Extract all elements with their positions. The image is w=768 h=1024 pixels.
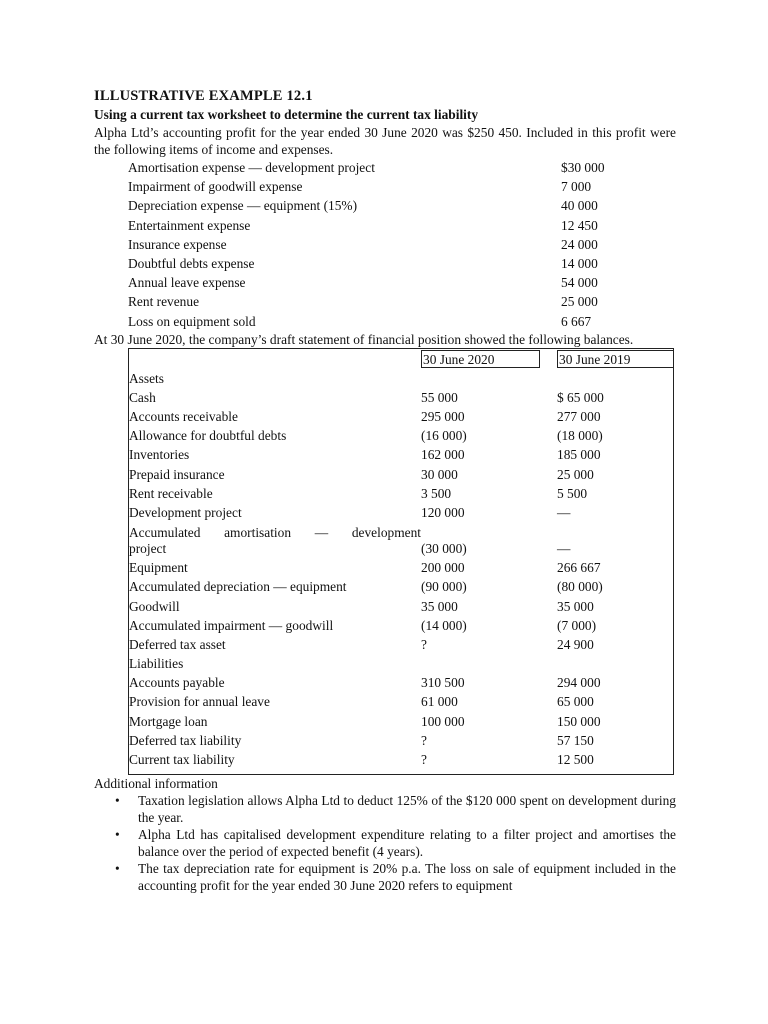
table-row: Goodwill 35 000 35 000 (129, 598, 594, 614)
bullet-icon: • (115, 792, 120, 808)
list-item: Doubtful debts expense 14 000 (128, 255, 598, 271)
table-row: Provision for annual leave 61 000 65 000 (129, 693, 594, 709)
table-row: Mortgage loan 100 000 150 000 (129, 713, 601, 729)
table-row: Rent receivable 3 500 5 500 (129, 485, 588, 501)
table-row: Accumulated depreciation — equipment (90 000) (80 000) (129, 578, 603, 594)
document-page (94, 86, 676, 894)
list-item: Entertainment expense 12 450 (128, 217, 598, 233)
additional-information-list (94, 792, 676, 894)
table-row: Deferred tax asset ? 24 900 (129, 636, 594, 652)
table-row: Development project 120 000 — (129, 504, 571, 520)
column-header-2020: 30 June 2020 (421, 350, 540, 368)
table-row: Accounts payable 310 500 294 000 (129, 674, 601, 690)
table-row: Accumulated amortisation — development (129, 524, 421, 540)
list-item: Insurance expense 24 000 (128, 236, 598, 252)
table-row: Liabilities (129, 655, 184, 671)
intro-paragraph: Alpha Ltd’s accounting profit for the year ended 30 June 2020 was $250 450. Included in this profit were the following items of income and expenses. (94, 125, 676, 157)
table-row: Cash 55 000 $ 65 000 (129, 389, 604, 405)
table-row: Equipment 200 000 266 667 (129, 559, 601, 575)
list-item: • The tax depreciation rate for equipment is 20% p.a. The loss on sale of equipment included in the accounting profit for the year ended 30 June 2020 refers to equipment (115, 860, 676, 893)
table-row: Allowance for doubtful debts (16 000) (18 000) (129, 427, 603, 443)
balances-intro: At 30 June 2020, the company’s draft statement of financial position showed the following balances. (94, 331, 634, 347)
income-expense-list (128, 158, 676, 331)
additional-information-heading: Additional information (94, 775, 218, 791)
list-item: • Taxation legislation allows Alpha Ltd to deduct 125% of the $120 000 spent on development during the year. (115, 792, 676, 825)
table-row: project (30 000) — (129, 540, 571, 556)
list-item: • Alpha Ltd has capitalised development expenditure relating to a filter project and amortises the balance over the period of expected benefit (4 years). (115, 826, 676, 859)
table-row: Current tax liability ? 12 500 (129, 751, 594, 767)
table-row: Accumulated impairment — goodwill (14 000) (7 000) (129, 617, 597, 633)
list-item: Amortisation expense — development project $30 000 (128, 160, 605, 175)
column-header-2019: 30 June 2019 (557, 350, 674, 368)
list-item: Rent revenue 25 000 (128, 294, 598, 310)
list-item: Loss on equipment sold 6 667 (128, 313, 592, 329)
balance-table (128, 348, 674, 775)
list-item: Impairment of goodwill expense 7 000 (128, 179, 592, 195)
table-row: Inventories 162 000 185 000 (129, 446, 601, 462)
table-row: Accounts receivable 295 000 277 000 (129, 408, 601, 424)
example-title: ILLUSTRATIVE EXAMPLE 12.1 (94, 88, 313, 104)
table-row: Assets (129, 370, 164, 386)
list-item: Depreciation expense — equipment (15%) 40 000 (128, 198, 598, 214)
list-item: Annual leave expense 54 000 (128, 275, 598, 291)
example-subtitle: Using a current tax worksheet to determine the current tax liability (94, 107, 479, 122)
table-row: Prepaid insurance 30 000 25 000 (129, 466, 594, 482)
bullet-icon: • (115, 826, 120, 842)
bullet-icon: • (115, 860, 120, 876)
table-row: Deferred tax liability ? 57 150 (129, 732, 594, 748)
